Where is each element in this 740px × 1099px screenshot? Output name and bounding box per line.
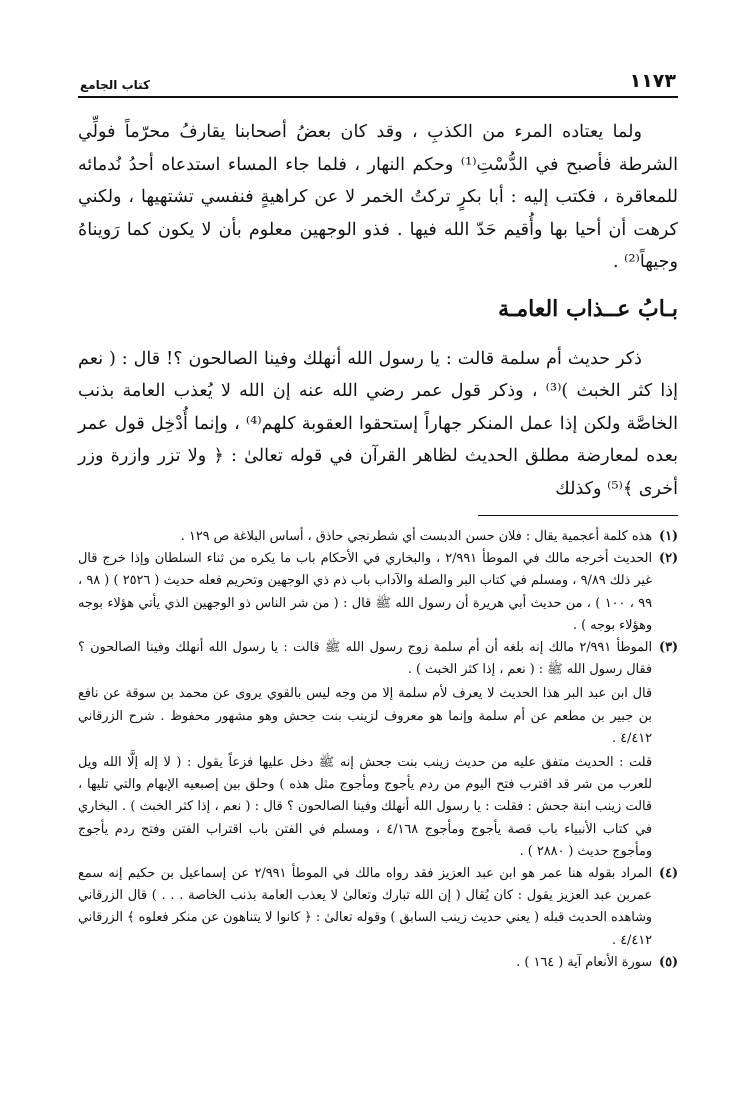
footnote-2 — [78, 548, 678, 637]
footnote-5 — [78, 952, 678, 974]
main-text — [78, 116, 678, 505]
footnote-text: قال ابن عبد البر هذا الحديث لا يعرف لأم سلمة إلا من وجه ليس بالقوي يروى عن محمد بن سوقة عن نافع بن جبير بن مطعم عن أم سلمة وإنما هو معروف لزينب بنت جحش وهو مشهور محفوظ . شرح الزرقاني ٤/٤١٢ . — [78, 686, 652, 746]
book-page — [78, 68, 678, 974]
footnote-text: قلت : الحديث متفق عليه من حديث زينب بنت جحش إنه ﷺ دخل عليها فزعاً يقول : ( لا إله إلَّا الله ويل للعرب من شر قد اقترب فتح اليوم من ردم يأجوج ومأجوج مثل هذه ) وحلق بين إصبعيه الإبهام والتي تليها ، قالت زينب ابنة جحش : فقلت : يا رسول الله أنهلك وفينا الصالحون ؟ قال : ( نعم ، إذا كثر الخبث ) . البخاري في كتاب الأنبياء باب قصة يأجوج ومأجوج ٤/١٦٨ ، ومسلم في الفتن باب اقتراب الفتن وفتح ردم يأجوج ومأجوج حديث ( ٢٨٨٠ ) . — [78, 755, 652, 859]
footnote-number: (١) — [659, 529, 678, 544]
footnote-number: (٢) — [659, 551, 678, 567]
footnote-number: (٥) — [659, 954, 678, 970]
paragraph-2: ذكر حديث أم سلمة قالت : يا رسول الله أنهلك وفينا الصالحون ؟! قال : ( نعم إذا كثر الخبث )⁽³⁾ ، وذكر قول عمر رضي الله عنه إن الله لا يُعذب العامة بذنب الخاصَّة ولكن إذا عمل المنكر جهاراً إستحقوا العقوبة كلهم⁽⁴⁾ ، وإنما أُدْخِل قول عمر بعده لمعارضة مطلق الحديث لظاهر القرآن في قوله تعالىٰ : ﴿ ولا تزر وازرة وزر أخرى ﴾⁽⁵⁾ وكذلك — [78, 348, 678, 499]
footnote-3 — [78, 637, 678, 863]
footnote-text: هذه كلمة أعجمية يقال : فلان حسن الدبست أي شطرنجي حاذق ، أساس البلاغة ص ١٢٩ . — [180, 529, 652, 544]
footnote-1 — [78, 526, 678, 548]
footnotes — [78, 526, 678, 974]
footnote-4 — [78, 863, 678, 952]
chapter-title: بـابُ عــذاب العامـة — [498, 295, 678, 322]
footnote-text: المراد بقوله هنا عمر هو ابن عبد العزيز فقد رواه مالك في الموطأ ٢/٩٩١ عن إسماعيل بن حكيم إنه سمع عمربن عبد العزيز يقول : كان يُقال ( إن الله تبارك وتعالىٰ لا يعذب العامة بذنب الخاصة . . . ) قال الزرقاني وشاهده الحديث قبله ( يعني حديث زينب السابق ) وقوله تعالىٰ : ﴿ كانوا لا يتناهون عن منكر فعلوه ﴾ الزرقاني ٤/٤١٢ . — [78, 866, 652, 948]
page-number: ١١٧٣ — [629, 70, 676, 92]
footnote-number: (٣) — [659, 640, 678, 656]
footnote-text: سورة الأنعام آية ( ١٦٤ ) . — [516, 954, 652, 970]
footnote-text: الموطأ ٢/٩٩١ مالك إنه بلغه أن أم سلمة زوج رسول الله ﷺ قالت : يا رسول الله أنهلك وفينا الصالحون ؟ فقال رسول الله ﷺ : ( نعم ، إذا كثر الخبث ) . — [78, 640, 653, 678]
paragraph-1: ولما يعتاده المرء من الكذبِ ، وقد كان بعضُ أصحابنا يقارفُ محرّماً فولِّي الشرطة فأصبح في الدُّسْتِ⁽¹⁾ وحكم النهار ، فلما جاء المساء استدعاه أحدُ نُدمائه للمعاقرة ، فكتب إليه : أبا بكرٍ تركتُ الخمر لا عن كراهيةٍ فنفسي تشتهيها ، ولكني كرهت أن أحيا بها وأُقيم حَدّ الله فيها . فذو الوجهين معلوم بأن لا يكون كما رَويناهُ وجيهاً⁽²⁾ . — [78, 122, 678, 272]
footnote-separator — [478, 515, 678, 516]
page-header — [78, 68, 678, 98]
footnote-text: الحديث أخرجه مالك في الموطأ ٢/٩٩١ ، والبخاري في الأحكام باب ما يكره من ثناء السلطان وإذا خرج قال غير ذلك ٩/٨٩ ، ومسلم في كتاب البر والصلة والآداب باب ذم ذي الوجهين وتحريم فعله حديث ( ٢٥٢٦ ) ( ٩٨ ، ٩٩ ، ١٠٠ ) ، من حديث أبي هريرة أن رسول الله ﷺ قال : ( من شر الناس ذو الوجهين الذي يأتي هؤلاء بوجه وهؤلاء بوجه ) . — [78, 551, 652, 633]
footnote-number: (٤) — [659, 866, 678, 882]
book-name: كتاب الجامع — [80, 78, 151, 92]
